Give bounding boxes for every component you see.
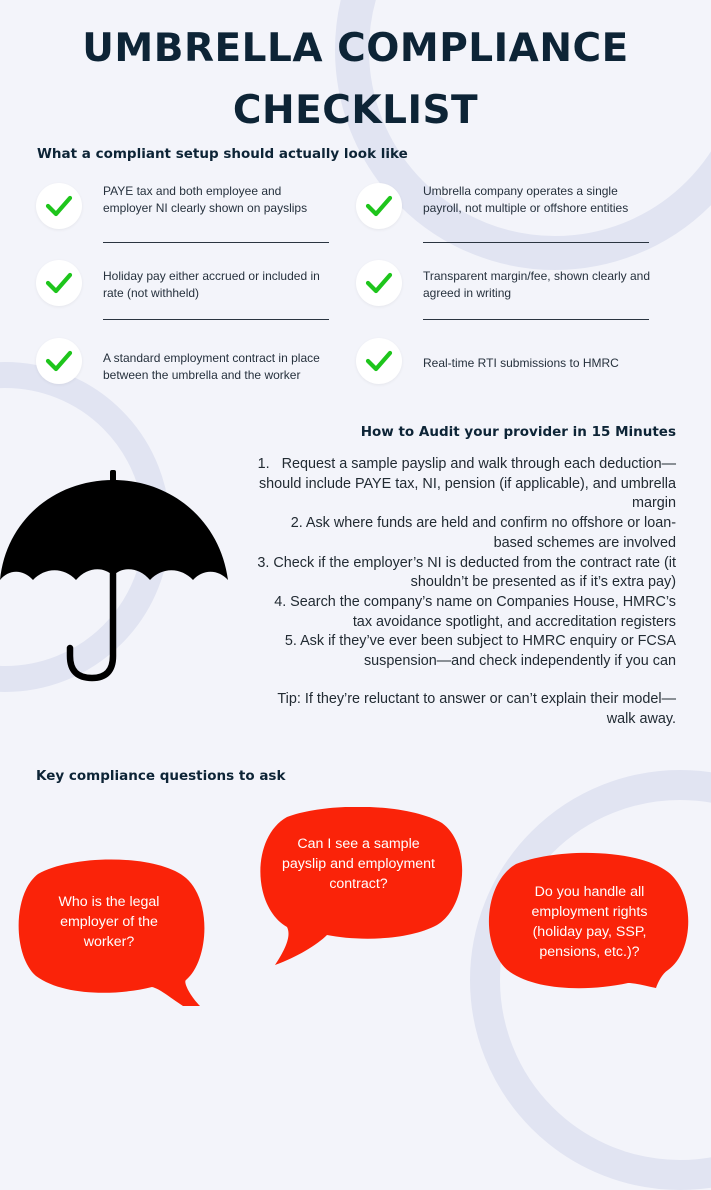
checklist-item-text: PAYE tax and both employee and employer NI clearly shown on payslips <box>103 184 308 215</box>
check-badge <box>356 183 402 229</box>
checkmark-icon <box>45 348 73 374</box>
audit-step: 2. Ask where funds are held and confirm no offshore or loan-based schemes are involved <box>290 515 676 551</box>
checkmark-icon <box>365 193 393 219</box>
questions-heading: Key compliance questions to ask <box>36 768 286 784</box>
question-bubble <box>486 852 692 1006</box>
check-badge <box>356 260 402 306</box>
question-text: Who is the legal employer of the worker? <box>58 894 160 950</box>
umbrella-icon <box>0 470 232 685</box>
checklist-heading: What a compliant setup should actually look like <box>37 146 408 162</box>
question-text: Can I see a sample payslip and employment contract? <box>282 836 435 892</box>
title-line-2: CHECKLIST <box>232 88 479 133</box>
audit-heading: How to Audit your provider in 15 Minutes <box>360 424 676 440</box>
checkmark-icon <box>45 270 73 296</box>
check-badge <box>36 260 82 306</box>
question-bubble <box>257 807 465 967</box>
audit-steps <box>255 455 676 672</box>
checklist-item-text: Umbrella company operates a single payroll, not multiple or offshore entities <box>423 184 629 215</box>
checklist-item-text: Real-time RTI submissions to HMRC <box>423 356 619 370</box>
divider <box>103 242 329 243</box>
check-badge <box>356 338 402 384</box>
audit-tip: Tip: If they’re reluctant to answer or can’t explain their model—walk away. <box>277 691 676 727</box>
page-title <box>0 18 711 142</box>
audit-step: 4. Search the company’s name on Companies House, HMRC’s tax avoidance spotlight, and accreditation registers <box>274 593 676 630</box>
audit-step: 5. Ask if they’ve ever been subject to HMRC enquiry or FCSA suspension—and check independently if you can <box>284 633 676 670</box>
checkmark-icon <box>365 348 393 374</box>
check-badge <box>36 338 82 384</box>
divider <box>423 319 649 320</box>
checklist-item-text: A standard employment contract in place between the umbrella and the worker <box>103 351 320 382</box>
check-badge <box>36 183 82 229</box>
question-text: Do you handle all employment rights (holiday pay, SSP, pensions, etc.)? <box>531 884 648 960</box>
checklist-item-text: Transparent margin/fee, shown clearly and agreed in writing <box>423 269 651 300</box>
question-bubble <box>18 856 208 1006</box>
checklist-item-text: Holiday pay either accrued or included in rate (not withheld) <box>103 269 320 300</box>
divider <box>423 242 649 243</box>
audit-step: 1. Request a sample payslip and walk through each deduction—should include PAYE tax, NI, pension (if applicable), and umbrella margin <box>257 456 676 512</box>
title-line-1: UMBRELLA COMPLIANCE <box>82 26 629 71</box>
divider <box>103 319 329 320</box>
checkmark-icon <box>365 270 393 296</box>
audit-step: 3. Check if the employer’s NI is deducted from the contract rate (it shouldn’t be presented as if it’s extra pay) <box>257 554 676 591</box>
checkmark-icon <box>45 193 73 219</box>
